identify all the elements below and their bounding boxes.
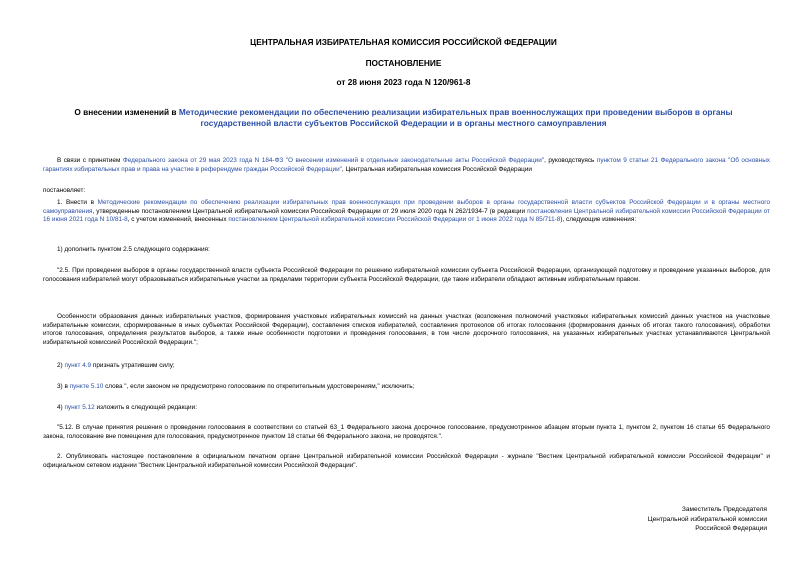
signature-block bbox=[648, 505, 767, 534]
date-number-heading: от 28 июня 2023 года N 120/961-8 bbox=[336, 77, 471, 87]
guidelines-link[interactable]: Методические рекомендации по обеспечению реализации избирательных прав военнослужащих при проведении выборов в органы государственной власти субъектов Российской Федерации и в органы местного самоуправления bbox=[43, 199, 770, 215]
clause-4-9-link[interactable]: пункт 4.9 bbox=[64, 362, 92, 369]
signature-line-3: Российской Федерации bbox=[695, 525, 767, 532]
document-type-heading: ПОСТАНОВЛЕНИЕ bbox=[365, 58, 442, 68]
resolution-2021-link[interactable]: постановления Центральной избирательной комиссии Российской Федерации от 16 июня 2021 года N 10/81-8 bbox=[43, 207, 770, 224]
paragraph-item-1 bbox=[43, 199, 770, 225]
paragraph-clause-2-5: "2.5. При проведении выборов в органы государственной власти субъекта Российской Федерации по решению избирательной комиссии субъекта Российской Федерации, организующей подготовку и проведение указанных выборов, для голосования избирателей могут образовываться избирательные участки за пределами территории субъекта Российской Федерации, где такие избиратели обладают активным избирательным правом. bbox=[43, 267, 770, 283]
clause-5-10-link[interactable]: пункте 5.10 bbox=[69, 383, 104, 390]
paragraph-clause-5-12: "5.12. В случае принятия решения о проведении голосования в соответствии со статьей 63_1 Федерального закона досрочное голосование, предусмотренное абзацем вторым пункта 1, пунктом 2, пунктом 16 статьи 65 Федерального закона, голосование вне помещения для голосования, предусмотренное пунктом 18 статьи 66 Федерального закона, не проводятся.". bbox=[43, 424, 770, 440]
preamble-text-a: В связи с принятием bbox=[57, 157, 123, 164]
preamble-text-b: , руководствуясь bbox=[544, 157, 597, 164]
subitem2-text-b: признать утратившим силу; bbox=[91, 362, 175, 369]
paragraph-preamble bbox=[43, 157, 770, 174]
item1-text-c: , с учетом изменений, внесенных bbox=[127, 216, 229, 224]
document-title bbox=[0, 107, 807, 129]
signature-line-2: Центральной избирательной комиссии bbox=[647, 515, 767, 523]
federal-law-link[interactable]: Федерального закона от 29 мая 2023 года N 184-ФЗ "О внесении изменений в отдельные законодательные акты Российской Федерации" bbox=[122, 157, 545, 164]
item1-text-a: 1. Внести в bbox=[57, 199, 98, 206]
subitem2-text-a: 2) bbox=[57, 362, 65, 369]
paragraph-item-2: 2. Опубликовать настоящее постановление в официальном печатном органе Центральной избирательной комиссии Российской Федерации - журнале "Вестник Центральной избирательной комиссии Российской Федерации" и официальном сетевом издании "Вестник Центральной избирательной комиссии Российской Федерации". bbox=[43, 453, 770, 469]
subitem4-text-b: изложить в следующей редакции: bbox=[94, 404, 197, 411]
paragraph-clause-2-5-features: Особенности образования данных избирательных участков, формирования участковых избирательных комиссий на данных участках (возложения полномочий участковых избирательных комиссий данных участков на участковые избирательные комиссии, сформированные в иных субъектах Российской Федерации), составления списков избирателей, составления протоколов об итогах голосования (формирования данных об итогах такого голосования), обработки итогов голосования, определения результатов выборов, а также иные особенности подготовки и проведения голосования, в том числе досрочного голосования, на указанных избирательных участках устанавливаются Центральной избирательной комиссией Российской Федерации."; bbox=[43, 313, 770, 347]
subitem3-text-a: 3) в bbox=[57, 383, 70, 390]
paragraph-subitem-1: 1) дополнить пунктом 2.5 следующего содержания: bbox=[57, 246, 210, 253]
signature-line-1: Заместитель Председателя bbox=[681, 506, 767, 513]
item1-text-d: ), следующие изменения: bbox=[560, 216, 637, 224]
paragraph-resolves: постановляет: bbox=[43, 187, 86, 194]
paragraph-subitem-4 bbox=[43, 404, 770, 413]
resolution-2022-link[interactable]: постановлением Центральной избирательной комиссии Российской Федерации от 1 июня 2022 года N 85/711-8 bbox=[228, 216, 561, 224]
paragraph-subitem-3 bbox=[43, 383, 770, 392]
clause-5-12-link[interactable]: пункт 5.12 bbox=[64, 404, 95, 411]
title-link[interactable]: Методические рекомендации по обеспечению реализации избирательных прав военнослужащих при проведении выборов в органы государственной власти субъектов Российской Федерации и в органы местного самоуправления bbox=[178, 107, 733, 128]
title-prefix: О внесении изменений в bbox=[74, 107, 179, 117]
issuer-heading: ЦЕНТРАЛЬНАЯ ИЗБИРАТЕЛЬНАЯ КОМИССИЯ РОССИЙСКОЙ ФЕДЕРАЦИИ bbox=[250, 37, 557, 47]
paragraph-subitem-2 bbox=[43, 362, 770, 371]
subitem4-text-a: 4) bbox=[57, 404, 65, 411]
preamble-text-c: , Центральная избирательная комиссия Российской Федерации bbox=[341, 165, 532, 173]
item1-text-b: , утвержденные постановлением Центральной избирательной комиссии Российской Федерации от 29 июля 2020 года N 262/1934-7 (в редакции bbox=[92, 207, 528, 215]
article-21-link[interactable]: пунктом 9 статьи 21 Федерального закона "Об основных гарантиях избирательных прав и права на участие в референдуме граждан Российской Федерации" bbox=[43, 157, 770, 173]
subitem3-text-b: слова ", если законом не предусмотрено голосование по открепительным удостоверениям," исключить; bbox=[103, 383, 415, 390]
